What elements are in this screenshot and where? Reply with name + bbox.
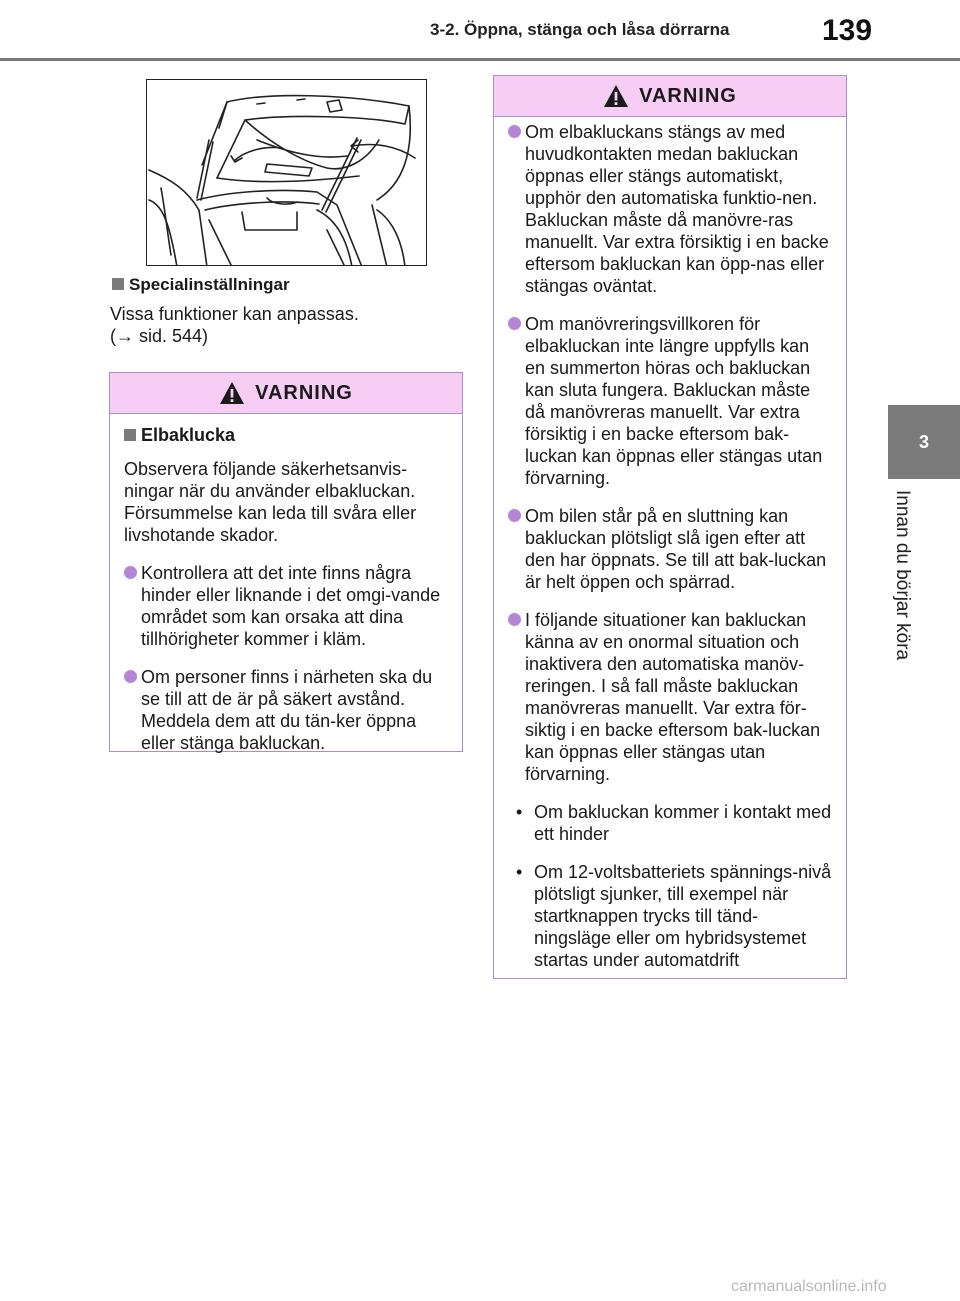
bullet-mark: • <box>516 802 523 822</box>
sub-list-item <box>508 861 834 971</box>
tailgate-drawing <box>147 80 427 266</box>
section-heading-text: Specialinställningar <box>129 275 290 294</box>
warning-intro: Observera följande säkerhetsanvis-ningar när du använder elbakluckan. Försummelse kan leda till svåra eller livshotande skador. <box>124 459 417 545</box>
sub-list-item-text: Om 12-voltsbatteriets spännings-nivå plötsligt sjunker, till exempel när startknappen trycks till tänd-ningsläge eller om hybridsystemet startas under automatdrift <box>534 862 832 970</box>
circle-bullet-icon <box>508 125 521 138</box>
circle-bullet-icon <box>124 566 137 579</box>
list-item <box>124 666 450 754</box>
list-item <box>508 313 834 489</box>
list-item <box>124 562 450 650</box>
sub-list-item-text: Om bakluckan kommer i kontakt med ett hinder <box>534 802 832 844</box>
warning-triangle-icon <box>603 84 629 108</box>
list-item <box>508 121 834 297</box>
warning-header <box>110 373 462 414</box>
warning-body <box>110 414 462 764</box>
warning-body <box>494 117 846 981</box>
circle-bullet-icon <box>508 317 521 330</box>
list-item-text: Kontrollera att det inte finns några hinder eller liknande i det omgi-vande området som kan orsaka att dina tillhörigheter kommer i kläm. <box>141 563 441 649</box>
circle-bullet-icon <box>508 509 521 522</box>
list-item-text: Om personer finns i närheten ska du se till att de är på säkert avstånd. Meddela dem att du tän-ker öppna eller stänga bakluckan. <box>141 667 433 753</box>
warning-box-left <box>109 372 463 752</box>
page-number: 139 <box>822 14 873 47</box>
warning-title: VARNING <box>255 381 353 404</box>
list-item <box>508 505 834 593</box>
header-rule <box>0 58 960 61</box>
watermark: carmanualsonline.info <box>731 1278 887 1295</box>
warning-subheading-text: Elbaklucka <box>141 425 236 445</box>
warning-header <box>494 76 846 117</box>
sub-list-item <box>508 801 834 845</box>
warning-title: VARNING <box>639 84 737 107</box>
warning-box-right <box>493 75 847 979</box>
section-body <box>110 303 450 347</box>
list-item <box>508 609 834 785</box>
warning-subheading <box>124 424 450 446</box>
body-line: Vissa funktioner kan anpassas. <box>110 304 359 324</box>
chapter-tab[interactable] <box>888 405 960 479</box>
warning-triangle-icon <box>219 381 245 405</box>
tailgate-illustration <box>146 79 427 266</box>
circle-bullet-icon <box>124 670 137 683</box>
square-bullet-icon <box>112 278 124 290</box>
section-heading <box>112 275 290 295</box>
list-item-text: I följande situationer kan bakluckan känna av en onormal situation och inaktivera den automatiska manöv-reringen. I så fall måste bakluckan manövreras manuellt. Var extra för-siktig i en backe eftersom bak-luckan kan öppnas eller stängas utan förvarning. <box>525 610 821 784</box>
bullet-mark: • <box>516 862 523 882</box>
section-title: 3-2. Öppna, stänga och låsa dörrarna <box>430 20 730 39</box>
page-reference: (→ sid. 544) <box>110 326 209 346</box>
list-item-text: Om elbakluckans stängs av med huvudkontakten medan bakluckan öppnas eller stängs automatiskt, upphör den automatiska funktio-nen. Bakluckan måste då manövre-ras manuellt. Var extra försiktig i en backe eftersom bakluckan kan öpp-nas eller stängas oväntat. <box>525 122 829 296</box>
circle-bullet-icon <box>508 613 521 626</box>
list-item-text: Om manövreringsvillkoren för elbakluckan inte längre uppfylls kan en summerton höras och bakluckan kan sluta fungera. Bakluckan måste då manövreras manuellt. Var extra försiktig i en backe eftersom bak-luckan kan öppnas eller stängas utan förvarning. <box>525 314 823 488</box>
square-bullet-icon <box>124 429 136 441</box>
list-item-text: Om bilen står på en sluttning kan bakluckan plötsligt slå igen efter att den har öppnats. Se till att bak-luckan är helt öppen och spärrad. <box>525 506 827 592</box>
chapter-number: 3 <box>918 431 929 452</box>
chapter-label: Innan du börjar köra <box>892 490 913 661</box>
